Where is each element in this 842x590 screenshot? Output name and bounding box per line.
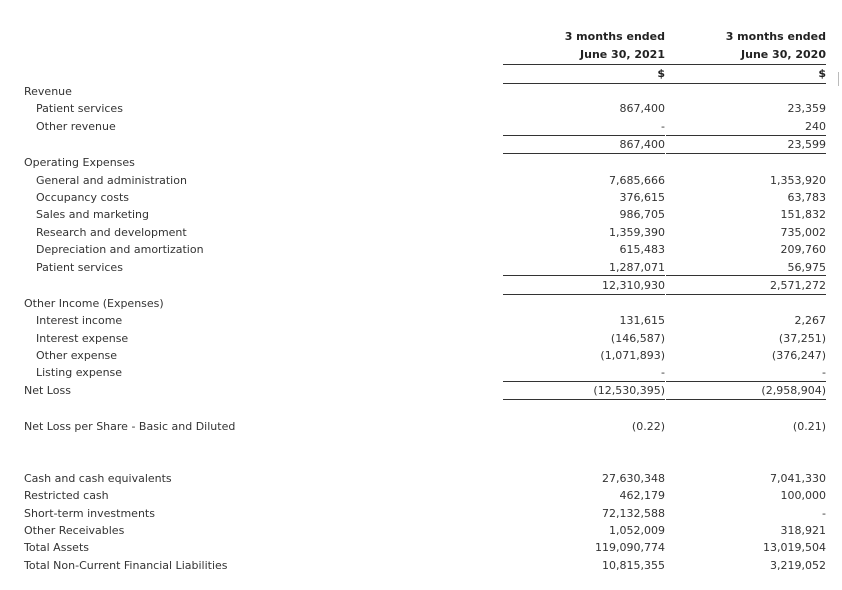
row-value-2021: 867,400	[619, 102, 665, 115]
row-value-2021: -	[661, 366, 665, 379]
header-underline	[503, 83, 826, 84]
revenue-total-underline-col2	[666, 153, 826, 154]
row-value-2020: 3,219,052	[770, 559, 826, 572]
row-value-2021: 7,685,666	[609, 174, 665, 187]
row-value-2021: 131,615	[619, 314, 665, 327]
row-label: Depreciation and amortization	[36, 243, 204, 256]
row-value-2021: 615,483	[619, 243, 665, 256]
row-value-2020: 2,267	[794, 314, 826, 327]
row-value-2020: 100,000	[780, 489, 826, 502]
row-label: Total Assets	[24, 541, 89, 554]
row-label: General and administration	[36, 174, 187, 187]
col1-header-line2: June 30, 2021	[580, 48, 665, 61]
row-value-2021: 986,705	[619, 208, 665, 221]
revenue-total-rule-col2	[666, 135, 826, 136]
operating-total-underline-col2	[666, 294, 826, 295]
operating-total-2021: 12,310,930	[602, 279, 665, 292]
row-value-2021: 10,815,355	[602, 559, 665, 572]
row-value-2020: -	[822, 366, 826, 379]
per-share-2021: (0.22)	[631, 420, 665, 433]
row-value-2020: 735,002	[780, 226, 826, 239]
row-value-2020: -	[822, 507, 826, 520]
row-label: Listing expense	[36, 366, 123, 379]
net-loss-rule-col1	[503, 381, 665, 382]
row-value-2021: 72,132,588	[602, 507, 665, 520]
col2-unit: $	[818, 67, 826, 80]
row-value-2021: 1,287,071	[609, 261, 665, 274]
row-value-2021: (1,071,893)	[600, 349, 665, 362]
row-value-2020: 63,783	[787, 191, 826, 204]
row-value-2021: 376,615	[619, 191, 665, 204]
row-label: Short-term investments	[24, 507, 155, 520]
row-value-2020: (37,251)	[778, 332, 826, 345]
revenue-total-2021: 867,400	[619, 138, 665, 151]
row-value-2020: 13,019,504	[763, 541, 826, 554]
operating-total-2020: 2,571,272	[770, 279, 826, 292]
net-loss-2021: (12,530,395)	[593, 384, 665, 397]
row-label: Research and development	[36, 226, 187, 239]
col2-header-line1: 3 months ended	[725, 30, 826, 43]
edge-mark	[838, 72, 839, 86]
row-value-2020: (376,247)	[771, 349, 826, 362]
row-value-2020: 7,041,330	[770, 472, 826, 485]
row-label: Other expense	[36, 349, 118, 362]
col2-header-line2: June 30, 2020	[741, 48, 826, 61]
row-label: Interest income	[36, 314, 123, 327]
header-rule	[503, 64, 826, 65]
row-label: Cash and cash equivalents	[24, 472, 172, 485]
operating-total-rule-col2	[666, 275, 826, 276]
net-loss-rule-col2	[666, 381, 826, 382]
row-label: Restricted cash	[24, 489, 109, 502]
net-loss-underline-col1	[503, 399, 665, 400]
row-label: Sales and marketing	[36, 208, 150, 221]
row-label: Total Non-Current Financial Liabilities	[24, 559, 228, 572]
net-loss-underline-col2	[666, 399, 826, 400]
row-value-2020: 240	[805, 120, 826, 133]
per-share-label: Net Loss per Share - Basic and Diluted	[24, 420, 236, 433]
row-value-2020: 318,921	[780, 524, 826, 537]
revenue-total-underline-col1	[503, 153, 665, 154]
row-label: Occupancy costs	[36, 191, 130, 204]
row-value-2020: 209,760	[780, 243, 826, 256]
row-label: Patient services	[36, 261, 123, 274]
section-title-revenue: Revenue	[24, 85, 72, 98]
row-value-2020: 1,353,920	[770, 174, 826, 187]
col1-header-line1: 3 months ended	[564, 30, 665, 43]
row-value-2021: 462,179	[619, 489, 665, 502]
row-value-2021: 1,359,390	[609, 226, 665, 239]
net-loss-2020: (2,958,904)	[761, 384, 826, 397]
row-value-2020: 56,975	[787, 261, 826, 274]
section-title-other: Other Income (Expenses)	[24, 297, 164, 310]
row-value-2021: 1,052,009	[609, 524, 665, 537]
row-value-2020: 151,832	[780, 208, 826, 221]
row-label: Interest expense	[36, 332, 129, 345]
row-label: Patient services	[36, 102, 123, 115]
operating-total-rule-col1	[503, 275, 665, 276]
row-value-2021: 27,630,348	[602, 472, 665, 485]
per-share-2020: (0.21)	[792, 420, 826, 433]
row-label: Other Receivables	[24, 524, 125, 537]
row-value-2021: 119,090,774	[595, 541, 665, 554]
col1-unit: $	[657, 67, 665, 80]
section-title-operating: Operating Expenses	[24, 156, 135, 169]
row-value-2021: -	[661, 120, 665, 133]
row-value-2020: 23,359	[787, 102, 826, 115]
revenue-total-2020: 23,599	[787, 138, 826, 151]
operating-total-underline-col1	[503, 294, 665, 295]
row-value-2021: (146,587)	[610, 332, 665, 345]
row-label: Other revenue	[36, 120, 116, 133]
net-loss-label: Net Loss	[24, 384, 71, 397]
revenue-total-rule-col1	[503, 135, 665, 136]
